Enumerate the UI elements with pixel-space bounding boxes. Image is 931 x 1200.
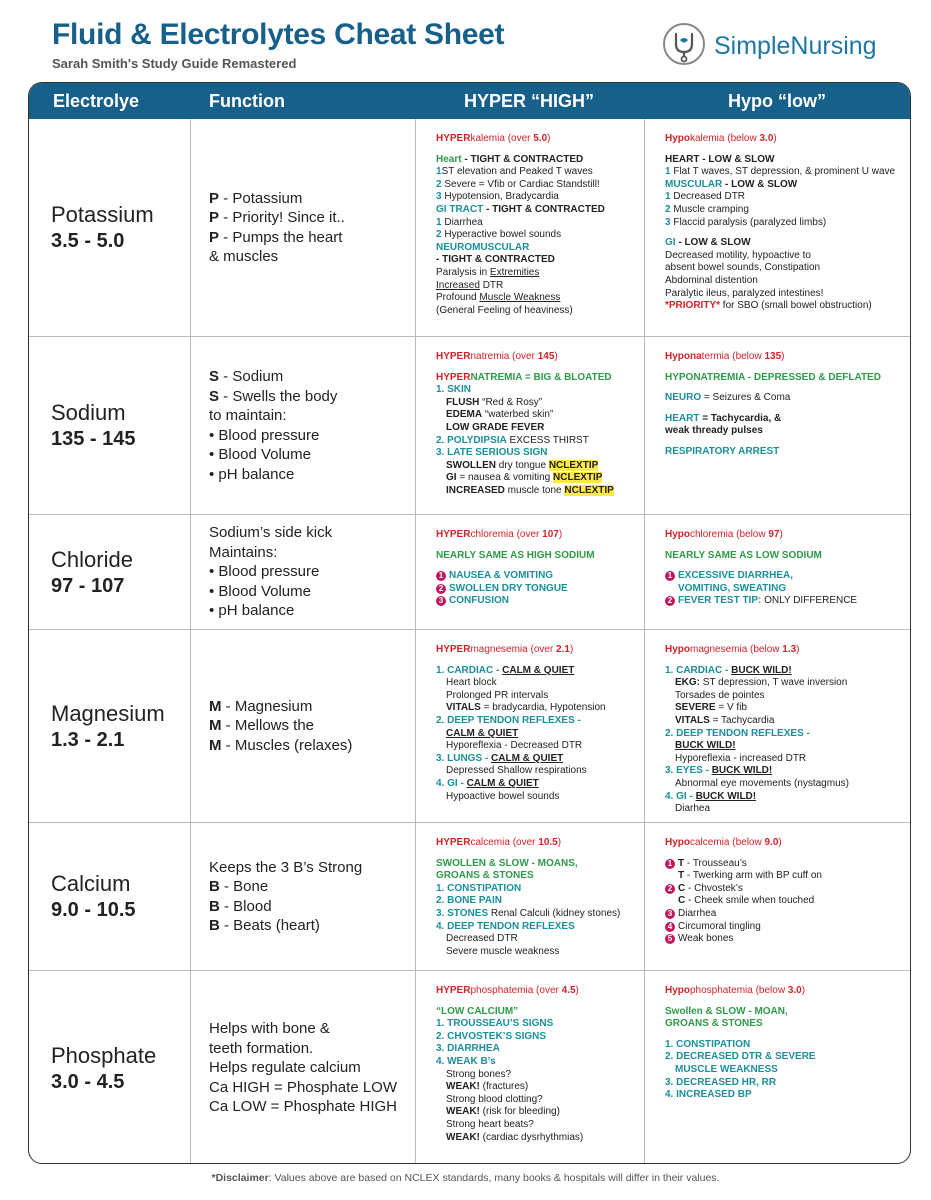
electrolyte-range: 97 - 107 [51,574,125,597]
cheat-sheet-table [28,82,911,1164]
page-subtitle: Sarah Smith's Study Guide Remastered [52,56,297,71]
electrolyte-cell [51,823,191,970]
electrolyte-name: Phosphate [51,1042,157,1068]
header-hyper: HYPER “HIGH” [464,91,595,111]
number-badge-icon: 4 [665,922,675,932]
brand [662,22,902,68]
electrolyte-range: 9.0 - 10.5 [51,899,136,921]
hypo-cell: Hypokalemia (below 3.0) HEART - LOW & SLOW 1 Flat T waves, ST depression, & prominent U wave MUSCULAR - LOW & SLOW 1 Decreased DTR 2 Muscle cramping 3 Flaccid paralysis (paralyzed limbs) GI - LOW & SLOW Decreased motility, hypoactive to absent bowel sounds, Constipation Abdominal distention Paralytic ileus, paralyzed intestines! *PRIORITY* for SBO (small bowel obstruction) [665,133,909,313]
hyper-title: HYPERkalemia (over 5.0) [436,133,551,144]
disclaimer-label: *Disclaimer [211,1172,269,1184]
brand-name: SimpleNursing [714,32,877,60]
row-magnesium [29,630,911,823]
function-cell: M - Magnesium M - Mellows the M - Muscles (relaxes) [209,697,353,754]
disclaimer [0,1172,931,1184]
number-badge-icon: 3 [436,596,446,606]
hypo-cell: Hypocalcemia (below 9.0) 1 T - Trousseau’s T - Twerking arm with BP cuff on 2 C - Chvostek’s C - Cheek smile when touched 3 Diarrhea 4 Circumoral tingling 5 Weak bones [665,837,822,945]
number-badge-icon: 1 [665,571,675,581]
hypo-cell: Hypophosphatemia (below 3.0) Swollen & SLOW - MOAN, GROANS & STONES 1. CONSTIPATION 2. DECREASED DTR & SEVERE MUSCLE WEAKNESS 3. DECREASED HR, RR 4. INCREASED BP [665,985,816,1101]
electrolyte-name: Sodium [51,400,126,425]
hyper-cell: HYPERkalemia (over 5.0) Heart - TIGHT & CONTRACTED 1ST elevation and Peaked T waves 2 Severe = Vfib or Cardiac Standstill! 3 Hypotension, Bradycardia GI TRACT - TIGHT & CONTRACTED 1 Diarrhea 2 Hyperactive bowel sounds NEUROMUSCULAR - TIGHT & CONTRACTED Paralysis in Extremities Increased DTR Profound Muscle Weakness (General Feeling of heaviness) [436,133,651,317]
table-header [29,83,911,119]
row-sodium [29,337,911,515]
hypo-title: Hypokalemia (below 3.0) [665,133,777,144]
row-chloride [29,515,911,630]
function-cell: Keeps the 3 B’s Strong B - Bone B - Blood B - Beats (heart) [209,858,363,934]
hyper-cell: HYPERnatremia (over 145) HYPERNATREMIA = BIG & BLOATED 1. SKIN FLUSH “Red & Rosy” EDEMA “waterbed skin” LOW GRADE FEVER 2. POLYDIPSIA EXCESS THIRST 3. LATE SERIOUS SIGN SWOLLEN dry tongue NCLEXTIP GI = nausea & vomiting NCLEXTIP INCREASED muscle tone NCLEXTIP [436,351,614,496]
electrolyte-cell [51,119,191,336]
header-function: Function [209,91,285,111]
row-calcium [29,823,911,971]
hyper-cell: HYPERchloremia (over 107) NEARLY SAME AS HIGH SODIUM 1 NAUSEA & VOMITING 2 SWOLLEN DRY TONGUE 3 CONFUSION [436,529,595,607]
electrolyte-name: Magnesium [51,700,165,726]
electrolyte-cell [51,630,191,822]
nclex-tip-badge: NCLEXTIP [564,484,614,496]
electrolyte-cell [51,971,191,1164]
page-title: Fluid & Electrolytes Cheat Sheet [52,18,505,51]
function-cell: Sodium’s side kick Maintains: • Blood pressure • Blood Volume • pH balance [209,524,333,620]
hypo-cell: Hypochloremia (below 97) NEARLY SAME AS LOW SODIUM 1 EXCESSIVE DIARRHEA, VOMITING, SWEATING 2 FEVER TEST TIP: ONLY DIFFERENCE [665,529,858,607]
function-cell: S - Sodium S - Swells the body to maintain: • Blood pressure • Blood Volume • pH balance [209,368,338,483]
electrolyte-name: Potassium [51,202,154,227]
page-header [0,0,931,82]
number-badge-icon: 2 [436,584,446,594]
hyper-cell: HYPERmagnesemia (over 2.1) 1. CARDIAC - CALM & QUIET Heart block Prolonged PR intervals VITALS = bradycardia, Hypotension 2. DEEP TENDON REFLEXES - CALM & QUIET Hyporeflexia - Decreased DTR 3. LUNGS - CALM & QUIET Depressed Shallow respirations 4. GI - CALM & QUIET Hypoactive bowel sounds [436,644,606,802]
row-phosphate [29,971,911,1164]
hypo-cell: Hypomagnesemia (below 1.3) 1. CARDIAC - BUCK WILD! EKG: ST depression, T wave inversion Torsades de pointes SEVERE = V fib VITALS = Tachycardia 2. DEEP TENDON REFLEXES - BUCK WILD! Hyporeflexia - increased DTR 3. EYES - BUCK WILD! Abnormal eye movements (nystagmus) 4. GI - BUCK WILD! Diarhea [665,644,849,815]
number-badge-icon: 2 [665,884,675,894]
function-cell: P - Potassium P - Priority! Since it.. P - Pumps the heart & muscles [209,189,345,265]
electrolyte-cell [51,337,191,514]
electrolyte-range: 3.5 - 5.0 [51,230,125,252]
disclaimer-text: : Values above are based on NCLEX standards, many books & hospitals will differ in their values. [268,1172,720,1184]
electrolyte-cell [51,515,191,629]
electrolyte-name: Chloride [51,546,133,572]
nclex-tip-badge: NCLEXTIP [553,472,603,484]
electrolyte-range: 3.0 - 4.5 [51,1070,125,1093]
number-badge-icon: 1 [436,571,446,581]
number-badge-icon: 3 [665,909,675,919]
header-hypo: Hypo “low” [728,91,826,111]
row-potassium [29,119,911,337]
number-badge-icon: 1 [665,859,675,869]
header-electrolyte: Electrolye [53,91,140,111]
function-cell: Helps with bone & teeth formation. Helps regulate calcium Ca HIGH = Phosphate LOW Ca LOW = Phosphate HIGH [209,1020,397,1116]
electrolyte-range: 135 - 145 [51,428,136,450]
electrolyte-range: 1.3 - 2.1 [51,728,125,751]
stethoscope-logo-icon [662,22,706,66]
number-badge-icon: 5 [665,934,675,944]
nclex-tip-badge: NCLEXTIP [548,459,599,471]
hypo-cell: Hyponatermia (below 135) HYPONATREMIA - DEPRESSED & DEFLATED NEURO = Seizures & Coma HEART = Tachycardia, & weak thready pulses RESPIRATORY ARREST [665,351,881,457]
electrolyte-name: Calcium [51,871,131,896]
hyper-cell: HYPERcalcemia (over 10.5) SWOLLEN & SLOW - MOANS, GROANS & STONES 1. CONSTIPATION 2. BONE PAIN 3. STONES Renal Calculi (kidney stones) 4. DEEP TENDON REFLEXES Decreased DTR Severe muscle weakness [436,837,621,957]
hyper-cell: HYPERphosphatemia (over 4.5) “LOW CALCIUM” 1. TROUSSEAU’S SIGNS 2. CHVOSTEK’S SIGNS 3. DIARRHEA 4. WEAK B’s Strong bones? WEAK! (fractures) Strong blood clotting? WEAK! (risk for bleeding) Strong heart beats? WEAK! (cardiac dysrhythmias) [436,985,584,1143]
number-badge-icon: 2 [665,596,675,606]
